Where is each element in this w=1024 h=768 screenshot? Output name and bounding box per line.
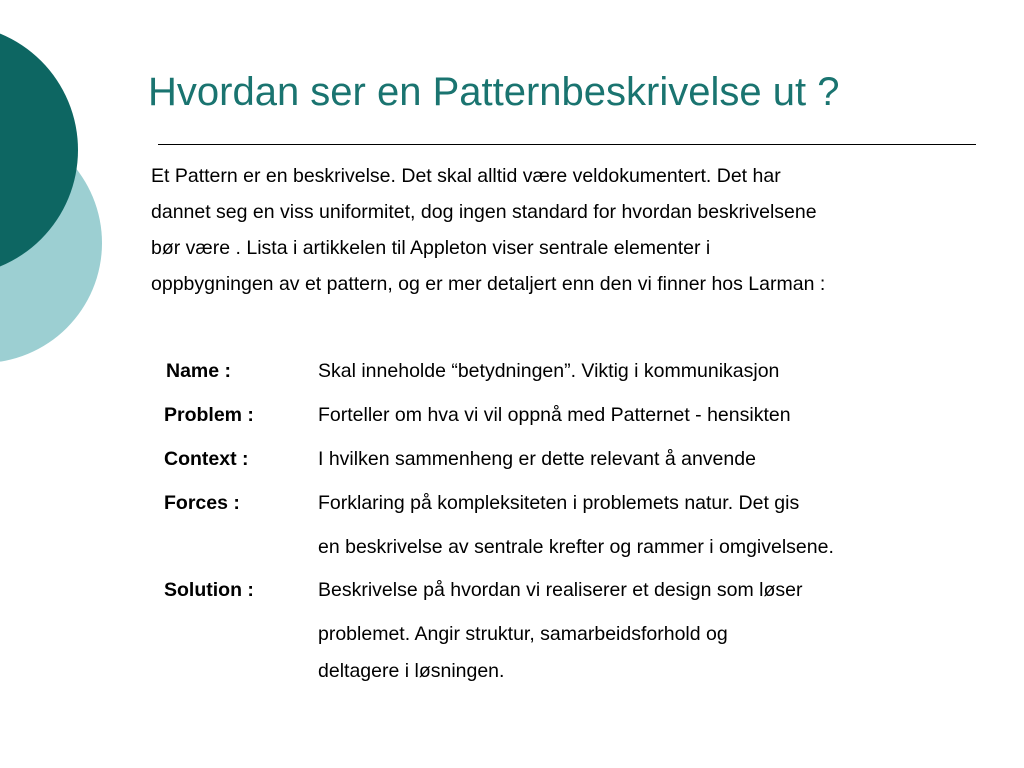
- term-solution: Solution :: [164, 579, 254, 601]
- term-forces: Forces :: [164, 492, 240, 514]
- definition-problem: Forteller om hva vi vil oppnå med Patternet - hensikten: [318, 404, 791, 426]
- term-problem: Problem :: [164, 404, 254, 426]
- intro-line: dannet seg en viss uniformitet, dog ingen standard for hvordan beskrivelsene: [151, 201, 817, 223]
- definition-solution-line-2: problemet. Angir struktur, samarbeidsforhold og: [318, 623, 728, 645]
- term-context: Context :: [164, 448, 249, 470]
- intro-line: oppbygningen av et pattern, og er mer detaljert enn den vi finner hos Larman :: [151, 273, 826, 295]
- definition-forces-line-1: Forklaring på kompleksiteten i problemets natur. Det gis: [318, 492, 800, 514]
- definition-forces-line-2: en beskrivelse av sentrale krefter og rammer i omgivelsene.: [318, 536, 834, 558]
- intro-line: Et Pattern er en beskrivelse. Det skal alltid være veldokumentert. Det har: [151, 165, 781, 187]
- definition-solution-line-1: Beskrivelse på hvordan vi realiserer et design som løser: [318, 579, 803, 601]
- definition-context: I hvilken sammenheng er dette relevant å anvende: [318, 448, 756, 470]
- term-name: Name :: [166, 360, 232, 382]
- definition-name: Skal inneholde “betydningen”. Viktig i kommunikasjon: [318, 360, 780, 382]
- intro-line: bør være . Lista i artikkelen til Appleton viser sentrale elementer i: [151, 237, 711, 259]
- slide-title: Hvordan ser en Patternbeskrivelse ut ?: [148, 70, 840, 114]
- definition-solution-line-3: deltagere i løsningen.: [318, 660, 505, 682]
